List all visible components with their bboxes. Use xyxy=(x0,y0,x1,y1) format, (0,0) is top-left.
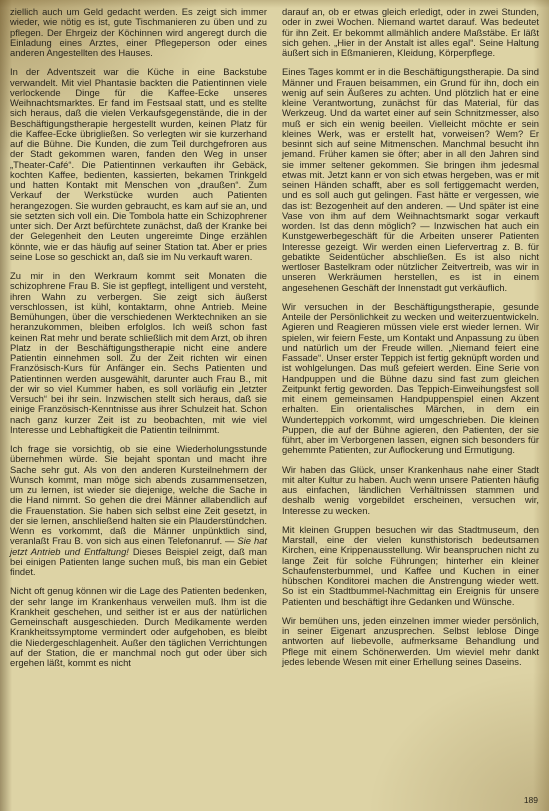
left-paragraph-2: In der Adventszeit war die Küche in eine Backstube verwandelt. Mit viel Phantasie backten die Patientinnen viele verlockende Dinge für die Kaffee-Ecke unseres Weihnachtsmarktes. Er fand im Festsaal statt, und es stellte sich heraus, daß die vielen Verkaufsgegenstände, die in der Beschäftigungstherapie hergestellt wurden, keinen Platz für die Kaffee-Ecke übrigließen. So verlegten wir sie kurzerhand auf die Bühne. Die Kunden, die zum Teil durchgefroren aus der Stadt gekommen waren, fanden den Weg in unser „Theater-Café“. Die Patientinnen verkauften ihr Gebäck, kochten Kaffee, bedienten, kassierten, bekamen Trinkgeld und hatten Kontakt mit Menschen von „draußen“. Zum Verkauf der Werkstücke wurden auch Patienten herangezogen. Sie wurden gebraucht, es kam auf sie an, und sie setzten sich voll ein. Die Tombola hatte ein Schizophrener unter sich. Der Arzt befürchtete zunächst, daß der Kranke bei der Gelegenheit den Leuten ungereimte Dinge erzählen könnte, wie er das häufig auf seiner Station tat. Aber er pries seine Lose so geschickt an, daß sie im Nu verkauft waren. xyxy=(10,66,267,262)
right-paragraph-4: Wir haben das Glück, unser Krankenhaus nahe einer Stadt mit alter Kultur zu haben. Auch wenn unsere Patienten häufig aus einfachen, ländlichen Verhältnissen stammen und deshalb wenig vorgebildet erscheinen, versuchen wir, Interesse zu wecken. xyxy=(282,463,539,516)
left-paragraph-1: ziellich auch um Geld gedacht werden. Es zeigt sich immer wieder, wie nötig es ist, gute Tischmanieren zu üben und zu pflegen. Der Ehrgeiz der Köchinnen wird angeregt durch die Einladung eines Arztes, einer Pflegeperson oder eines anderen Angestellten des Hauses. xyxy=(10,6,267,58)
left-column xyxy=(10,7,267,668)
left-paragraph-4-emphasis: Sie hat jetzt Antrieb und Entfaltung! xyxy=(10,535,267,557)
page-number: 189 xyxy=(523,795,538,805)
left-paragraph-4-tail: Dieses Beispiel zeigt, daß man bei einigen Patienten lange suchen muß, bis man ein Gebiet findet. xyxy=(10,545,267,577)
right-paragraph-5: Mit kleinen Gruppen besuchen wir das Stadtmuseum, den Marstall, eine der vielen kunsthistorisch bedeutsamen Kirchen, eine Krippenausstellung. Wir beanspruchen nicht zu lange Zeit für solche Führungen; hinterher ein kleiner Schaufensterbummel, und Kaffee und Kuchen in einer hübschen Konditorei machen die Anstrengung wieder wett. So ist ein Stadtbummel-Nachmittag ein Ereignis für unsere Patienten und beschäftigt ihre Gedanken und Wünsche. xyxy=(282,523,539,607)
right-column xyxy=(282,7,539,667)
left-paragraph-5: Nicht oft genug können wir die Lage des Patienten bedenken, der sehr lange im Krankenhaus verweilen muß. Ihm ist die Krankheit geschehen, und seither ist er aus der natürlichen Gemeinschaft ausgeschieden. Durch Medikamente werden Krankheitssymptome vermindert oder aufgehoben, es bleibt die Niedergeschlagenheit. Außer den täglichen Verrichtungen auf der Station, die er manchmal noch gut oder über sich ergehen läßt, kommt es nicht xyxy=(10,585,267,668)
right-paragraph-2: Eines Tages kommt er in die Beschäftigungstherapie. Da sind Männer und Frauen beisammen, ein Grund für ihn, doch ein wenig auf sein Äußeres zu achten. Und plötzlich hat er eine kleine Verantwortung, zunächst für das Material, für das Werkzeug. Und da wartet einer auf sein Schnitzmesser, also muß er sich ein wenig beeilen. Vielleicht möchte er sein kleines Werk, was er erstellt hat, vorweisen? Wem? Er besinnt sich auf seine Mitmenschen. Manchmal besucht ihn jemand. Früher kamen sie öfter; aber in all den Jahren sind sie immer seltener gekommen. Sie bringen ihm jedesmal etwas mit. Jetzt kann er von sich etwas hergeben, was er mit seinen Händen schafft, aber es soll fertiggemacht werden, und es soll auch gut gelingen. Fast hätte er vergessen, wie das ist: Bezogenheit auf den anderen. — Und später ist eine Vase von ihm auf dem Weihnachtsmarkt sogar verkauft worden. Ist das denn möglich? — Inzwischen hat auch ein Kunstgewerbegeschäft für die Arbeiten unserer Patienten Interesse gezeigt. Wir werden einen Liefervertrag z. B. für gebatikte Seidentücher abschließen. Es ist also nicht wertloser Bastelkram oder nützlicher Zeitvertreib, was wir in unseren Werkräumen herstellen, es ist in einem angesehenen Geschäft der Innenstadt gut verkäuflich. xyxy=(282,66,539,293)
left-paragraph-4 xyxy=(10,444,267,577)
right-paragraph-3: Wir versuchen in der Beschäftigungstherapie, gesunde Anteile der Persönlichkeit zu wecken und weiterzuentwickeln. Agieren und Reagieren müssen viele erst wieder lernen. Wir spielen, wir feiern Feste, um Kontakt und Anpassung zu üben und natürlich um der Freude willen. „Niemand feiert eine Fassade“. Unser erster Teppich ist fertig geknüpft worden und ist wohlgelungen. Das muß gefeiert werden. Eine Serie von Handpuppen und die Bühne dazu sind fast zum gleichen Zeitpunkt fertig geworden. Das Teppich-Einweihungsfest soll mit einem gemeinsamen Handpuppenspiel einen Akzent erhalten. Ein orientalisches Märchen, in dem ein Wunderteppich vorkommt, wird umgeschrieben. Die kleinen Puppen, die auf der Bühne agieren, den Patienten, der sie führt, aber im Verborgenen lassen, eignen sich besonders für gehemmte Patienten, zur Auflockerung und Ermutigung. xyxy=(282,300,539,456)
left-paragraph-3: Zu mir in den Werkraum kommt seit Monaten die schizophrene Frau B. Sie ist gepflegt, intelligent und versteht, ihren Wahn zu verbergen. Sie zeigt sich äußerst verschlossen, ist kühl, kontaktarm, ohne Antrieb. Meine Bemühungen, über die verschiedenen Werktechniken an sie heranzukommen, bleiben erfolglos. Ich weiß schon fast keinen Rat mehr und berate schließlich mit dem Arzt, ob ihren Platz in der Beschäftigungstherapie nicht eine andere Patientin einnehmen soll. Zu der Zeit richten wir einen Französisch-Kurs für Anfänger ein. Sechs Patienten und Patientinnen werden ausgewählt, darunter auch Frau B., mit der wir so viel Kummer haben, es soll vorläufig ein „letzter Versuch“ bei ihr sein. Inzwischen stellt sich heraus, daß sie einige Französisch-Kenntnisse aus ihrer Schulzeit hat. Schon nach ganz kurzer Zeit ist zu beobachten, mit wie viel Interesse und Lebhaftigkeit die Patientin teilnimmt. xyxy=(10,270,267,435)
left-paragraph-4-text: Ich frage sie vorsichtig, ob sie eine Wiederholungsstunde übernehmen würde. Sie bejaht spontan und macht ihre Sache sehr gut. Als von den anderen Kursteilnehmern der Wunsch kommt, man möge sich abends zusammensetzen, um zu lernen, ist wieder sie diejenige, welche die Sache in die Hand nimmt. So gehen die drei Männer allabendlich auf die Frauenstation. Sie haben sich selbst eine Zeit gesetzt, in der sie lernen, anschließend halten sie ein Plauderstündchen. Wenn es vorkommt, daß die Männer unpünktlich sind, veranlaßt Frau B. von sich aus einen Telefonanruf. — xyxy=(10,443,267,547)
right-paragraph-6: Wir bemühen uns, jeden einzelnen immer wieder persönlich, in seiner Eigenart anzusprechen. Selbst leblose Dinge antworten auf liebevolle, aufmerksame Behandlung und Pflege mit einem Schönerwerden. Um wieviel mehr dankt jedes lebende Wesen mit einer Erhellung seines Daseins. xyxy=(282,614,539,667)
right-paragraph-1: darauf an, ob er etwas gleich erledigt, oder in zwei Stunden, oder in zwei Wochen. Niemand wartet darauf. Was bedeutet für ihn Zeit. Er bekommt allmählich andere Maßstäbe. Er läßt sich gehen. „Hier in der Anstalt ist alles egal“. Seine Haltung äußert sich in Eßmanieren, Kleidung, Körperpflege. xyxy=(282,6,539,58)
